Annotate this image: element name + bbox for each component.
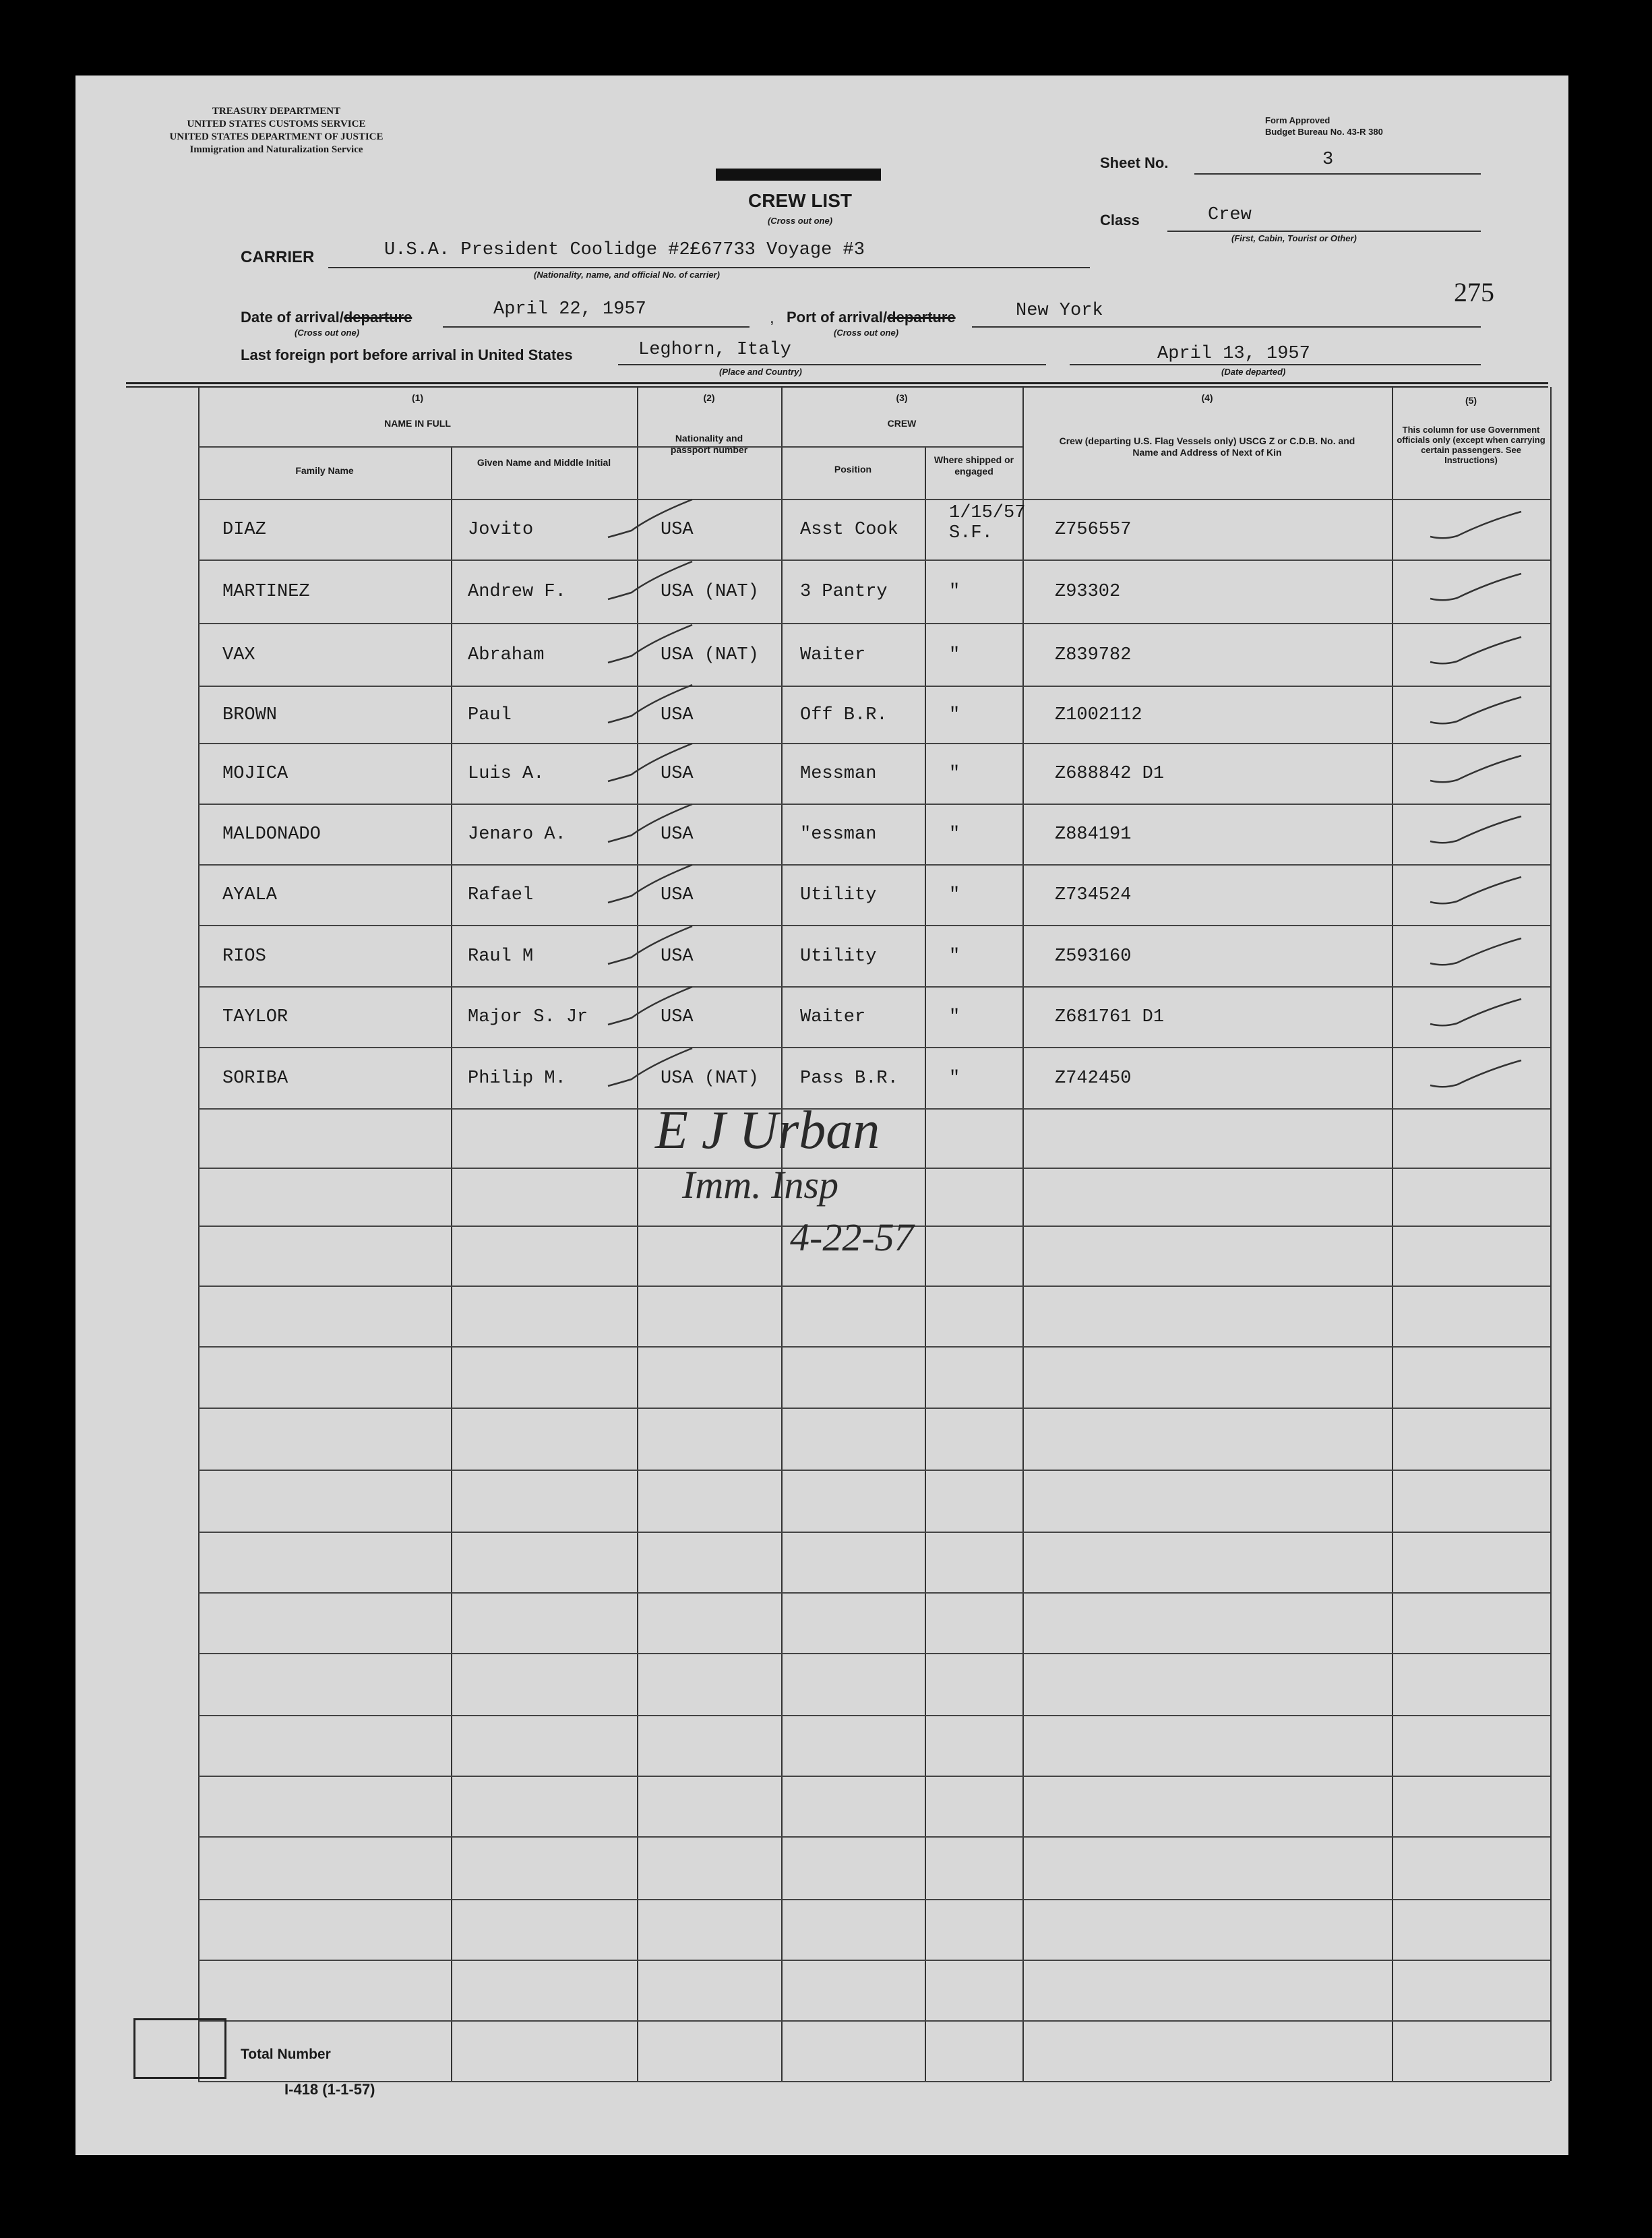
given-name-cell: Rafael [468,885,534,905]
col-divider-col4 [1022,387,1024,2081]
position-cell: Waiter [800,1007,866,1027]
agency-line-2: UNITED STATES CUSTOMS SERVICE [187,119,366,129]
crew-number-cell: Z593160 [1055,946,1132,967]
last-port-caption: (Place and Country) [719,367,802,377]
row-divider [198,1592,1550,1594]
where-shipped-cell: " [949,582,960,602]
row-divider [198,1286,1550,1287]
nationality-cell: USA [661,946,694,967]
row-divider [198,2020,1550,2022]
position-cell: Asst Cook [800,520,898,540]
given-name-cell: Philip M. [468,1068,566,1089]
port-departure-struck: departure [887,309,956,326]
family-name-cell: MOJICA [222,764,288,784]
form-approved-line-2: Budget Bureau No. 43-R 380 [1265,127,1383,137]
given-name-cell: Raul M [468,946,534,967]
col5-number: (5) [1465,395,1477,406]
crew-number-cell: Z756557 [1055,520,1132,540]
crew-number-cell: Z839782 [1055,644,1132,665]
nationality-cell: USA [661,824,694,845]
row-divider [198,743,1550,744]
official-check-icon [1427,692,1528,732]
date-arrival-caption: (Cross out one) [295,328,360,338]
total-number-box [133,2018,226,2079]
row-divider [198,1653,1550,1654]
given-name-cell: Major S. Jr [468,1007,588,1027]
where-shipped-cell: " [949,824,960,845]
family-name-cell: VAX [222,644,255,665]
given-name-cell: Andrew F. [468,582,566,602]
where-shipped-cell: " [949,946,960,967]
agency-line-4: Immigration and Naturalization Service [189,144,363,155]
col1-number: (1) [411,392,424,403]
carrier-value: U.S.A. President Coolidge #2£67733 Voyage #3 [384,240,865,260]
position-cell: 3 Pantry [800,582,888,602]
position-cell: "essman [800,824,877,845]
col2-number: (2) [703,392,715,403]
nationality-check-icon [605,1044,699,1091]
date-departure-struck: departure [343,309,412,326]
form-approved-line-1: Form Approved [1265,115,1330,125]
where-shipped-cell: " [949,1068,960,1089]
crew-number-cell: Z734524 [1055,885,1132,905]
crew-number-cell: Z93302 [1055,582,1121,602]
port-arrival-caption: (Cross out one) [834,328,899,338]
nationality-cell: USA [661,764,694,784]
col3-number: (3) [896,392,908,403]
position-cell: Utility [800,885,877,905]
where-shipped-cell: " [949,1007,960,1027]
nationality-check-icon [605,739,699,787]
nationality-cell: USA (NAT) [661,582,759,602]
last-port-label: Last foreign port before arrival in United States [241,346,573,363]
port-arrival-value: New York [1016,301,1103,321]
official-check-icon [1427,933,1528,973]
row-divider [198,1470,1550,1471]
crew-list-document [75,75,1568,2155]
nationality-check-icon [605,621,699,668]
row-divider [198,1408,1550,1409]
date-arrival-value: April 22, 1957 [493,299,646,320]
agency-line-3: UNITED STATES DEPARTMENT OF JUSTICE [169,131,384,142]
row-divider [198,1168,1550,1169]
official-check-icon [1427,811,1528,851]
crew-number-cell: Z688842 D1 [1055,764,1165,784]
given-name-cell: Abraham [468,644,545,665]
col4-number: (4) [1201,392,1213,403]
row-divider [198,1836,1550,1838]
official-check-icon [1427,994,1528,1034]
col1-title: NAME IN FULL [384,418,451,429]
nationality-cell: USA (NAT) [661,644,759,665]
col3-title: CREW [887,418,917,429]
signature-title: Imm. Insp [682,1163,838,1207]
position-cell: Utility [800,946,877,967]
header-line-bottom [198,499,1550,500]
crew-list-title: CREW LIST [748,190,852,211]
col4-title: Crew (departing U.S. Flag Vessels only) USCG Z or C.D.B. No. and Name and Address of Next of Kin [1059,435,1355,458]
row-divider [198,1346,1550,1348]
official-check-icon [1427,632,1528,672]
position-cell: Pass B.R. [800,1068,898,1089]
given-name-cell: Paul [468,704,512,725]
table-border-left [198,387,200,2081]
family-name-cell: MARTINEZ [222,582,310,602]
signature-name: E J Urban [655,1101,880,1160]
family-name-cell: AYALA [222,885,278,905]
nationality-cell: USA [661,885,694,905]
crew-number-cell: Z681761 D1 [1055,1007,1165,1027]
where-shipped-header: Where shipped or engaged [934,454,1014,477]
nationality-cell: USA [661,1007,694,1027]
crew-number-cell: Z1002112 [1055,704,1142,725]
where-shipped-cell: " [949,885,960,905]
where-shipped-cell: 1/15/57 S.F. [949,503,1026,543]
where-shipped-cell: " [949,764,960,784]
carrier-caption: (Nationality, name, and official No. of carrier) [534,270,720,280]
nationality-check-icon [605,922,699,969]
row-divider [198,864,1550,866]
table-border-bottom [198,2081,1550,2082]
official-check-icon [1427,872,1528,912]
family-name-cell: RIOS [222,946,266,967]
family-name-cell: SORIBA [222,1068,288,1089]
departed-caption: (Date departed) [1221,367,1286,377]
departed-value: April 13, 1957 [1157,344,1310,364]
row-divider [198,560,1550,561]
family-name-cell: TAYLOR [222,1007,288,1027]
row-divider [198,986,1550,988]
table-border-right [1550,387,1552,2081]
where-shipped-cell: " [949,704,960,725]
row-divider [198,623,1550,624]
class-label: Class [1100,212,1140,229]
col-divider-crew [781,387,783,2081]
row-divider [198,1960,1550,1961]
comma: , [770,309,774,327]
row-divider [198,1047,1550,1048]
position-cell: Messman [800,764,877,784]
col2-title: Nationality and passport number [670,433,748,455]
row-divider [198,1899,1550,1900]
nationality-check-icon [605,800,699,847]
row-divider [198,925,1550,926]
family-name-cell: DIAZ [222,520,266,540]
sheet-label: Sheet No. [1100,154,1169,171]
nationality-cell: USA (NAT) [661,1068,759,1089]
row-divider [198,1532,1550,1533]
family-name-cell: BROWN [222,704,278,725]
position-header: Position [834,464,872,475]
family-name-header: Family Name [295,465,354,476]
page-number: 275 [1454,277,1494,307]
given-name-cell: Jovito [468,520,534,540]
title-note: (Cross out one) [767,216,833,226]
crew-number-cell: Z884191 [1055,824,1132,845]
nationality-check-icon [605,557,699,605]
nationality-check-icon [605,495,699,543]
position-cell: Off B.R. [800,704,888,725]
nationality-check-icon [605,983,699,1030]
header-line-sub [198,446,1022,448]
col-divider-col5 [1392,387,1393,2081]
row-divider [198,804,1550,805]
crew-number-cell: Z742450 [1055,1068,1132,1089]
family-name-cell: MALDONADO [222,824,321,845]
agency-line-1: TREASURY DEPARTMENT [212,106,341,117]
position-cell: Waiter [800,644,866,665]
carrier-label: CARRIER [241,248,315,266]
official-check-icon [1427,1055,1528,1095]
official-check-icon [1427,750,1528,791]
last-port-value: Leghorn, Italy [638,340,791,360]
row-divider [198,686,1550,687]
nationality-cell: USA [661,520,694,540]
given-name-cell: Jenaro A. [468,824,566,845]
official-check-icon [1427,506,1528,547]
nationality-cell: USA [661,704,694,725]
date-arrival-label-text: Date of arrival/ [241,309,344,326]
form-number: I-418 (1-1-57) [284,2081,375,2098]
col5-title: This column for use Government officials only (except when carrying certain passengers. See Instructions) [1397,425,1546,465]
row-divider [198,1776,1550,1777]
given-name-header: Given Name and Middle Initial [477,457,611,468]
where-shipped-cell: " [949,644,960,665]
port-arrival-label-text: Port of arrival/ [787,309,888,326]
nationality-check-icon [605,681,699,728]
sheet-value: 3 [1322,150,1334,170]
given-name-cell: Luis A. [468,764,545,784]
signature-date: 4-22-57 [790,1215,914,1259]
official-check-icon [1427,568,1528,609]
row-divider [198,1715,1550,1716]
class-caption: (First, Cabin, Tourist or Other) [1231,233,1357,243]
total-number-label: Total Number [241,2047,331,2062]
nationality-check-icon [605,861,699,908]
class-value: Crew [1208,205,1252,225]
